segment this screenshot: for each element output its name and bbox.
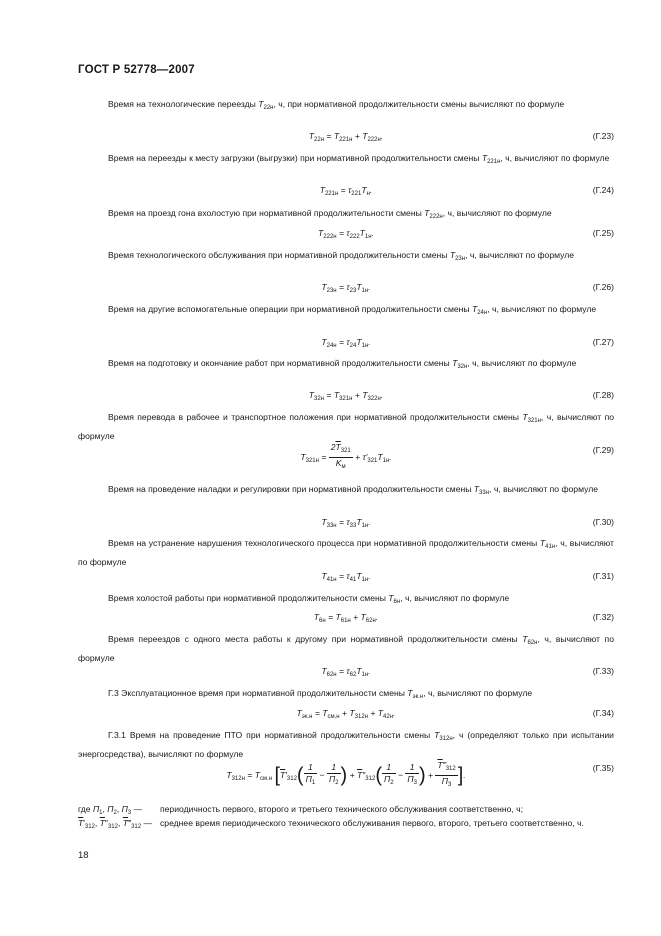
legend-definition: периодичность первого, второго и третьего технического обслуживания соответственно, ч; xyxy=(160,804,524,814)
paragraph-g31: Время на устранение нарушения технологического процесса при нормативной продолжительности смены $T_{41н}$, ч, вычисляют по формуле xyxy=(78,538,614,567)
formula-number: (Г.35) xyxy=(592,763,614,773)
formula-number: (Г.32) xyxy=(592,612,614,622)
formula-expression: $T_{32н} = T_{321н} + T_{322н}$. xyxy=(308,390,384,402)
paragraph-g28: Время на подготовку и окончание работ при нормативной продолжительности смены $T_{32н}$, ч, вычисляют по формуле xyxy=(108,358,577,370)
legend-row-average-time xyxy=(78,816,618,844)
formula-expression: $T_{221н} = \tau_{221}T_н$. xyxy=(319,185,373,197)
formula-expression: $T_{312н} = T_{см.н}$ [$\overline{T}'_{312}$( $\frac{1}{П_1}$ − $\frac{1}{П_2}$ ) + $\overline{T}''_{312}$( $\frac{1}{П_2}$ − $\frac{1}{П_3}$ ) + $\frac{\overline{T}‴_{312}}{П_3}$ ]. xyxy=(226,760,466,788)
paragraph-g33: Время переездов с одного места работы к другому при нормативной продолжительности смены $T_{62н}$, ч, вычисляют по формуле xyxy=(78,634,614,663)
paragraph-g26: Время технологического обслуживания при нормативной продолжительности смены $T_{23н}$, ч, вычисляют по формуле xyxy=(108,250,575,262)
formula-number: (Г.23) xyxy=(592,131,614,141)
formula-expression: $T_{22н} = T_{221н} + T_{222н}$. xyxy=(308,131,384,143)
formula-number: (Г.31) xyxy=(592,571,614,581)
formula-g31 xyxy=(78,571,614,585)
paragraph-g29: Время перевода в рабочее и транспортное положения при нормативной продолжительности смены $T_{321н}$, ч, вычисляют по формуле xyxy=(78,412,614,441)
paragraph-g34: Г.3 Эксплуатационное время при нормативной продолжительности смены $T_{эк.н}$, ч, вычисляют по формуле xyxy=(108,688,533,700)
formula-g29 xyxy=(78,442,614,472)
formula-g30 xyxy=(78,517,614,531)
formula-g33 xyxy=(78,666,614,680)
formula-number: (Г.28) xyxy=(592,390,614,400)
formula-number: (Г.34) xyxy=(592,708,614,718)
formula-g25 xyxy=(78,228,614,242)
formula-number: (Г.24) xyxy=(592,185,614,195)
formula-expression: $T_{23н} = \tau_{23}T_{1н}$. xyxy=(321,282,371,294)
formula-g28 xyxy=(78,390,614,404)
legend-term: где $П_1$, $П_2$, $П_3$ — xyxy=(78,804,143,816)
legend-term: $\overline{T}'_{312}$, $\overline{T}''_{312}$, $\overline{T}‴_{312}$ — xyxy=(78,818,153,830)
document-header: ГОСТ Р 52778—2007 xyxy=(78,64,195,76)
formula-expression: $T_{24н} = \tau_{24}T_{1н}$. xyxy=(321,337,371,349)
formula-g35 xyxy=(78,760,614,790)
formula-expression: $T_{эк.н} = T_{см.н} + T_{312н} + T_{42н}$. xyxy=(296,708,396,720)
formula-g32 xyxy=(78,612,614,626)
page-number: 18 xyxy=(78,850,89,861)
formula-g23 xyxy=(78,131,614,145)
formula-number: (Г.25) xyxy=(592,228,614,238)
formula-expression: $T_{6н} = T_{61н} + T_{62н}$. xyxy=(313,612,379,624)
formula-number: (Г.27) xyxy=(592,337,614,347)
formula-expression: $T_{222н} = \tau_{222}T_{1н}$. xyxy=(318,228,374,240)
formula-g26 xyxy=(78,282,614,296)
formula-expression: $T_{62н} = \tau_{62}T_{1н}$. xyxy=(321,666,371,678)
paragraph-g30: Время на проведение наладки и регулировки при нормативной продолжительности смены $T_{33н}$, ч, вычисляют по формуле xyxy=(108,484,598,496)
paragraph-g27: Время на другие вспомогательные операции при нормативной продолжительности смены $T_{24н}$, ч, вычисляют по формуле xyxy=(108,304,597,316)
formula-g34 xyxy=(78,708,614,722)
paragraph-g23: Время на технологические переезды $T_{22н}$, ч, при нормативной продолжительности смены вычисляют по формуле xyxy=(108,99,565,111)
formula-expression: $T_{41н} = \tau_{41}T_{1н}$. xyxy=(321,571,371,583)
paragraph-g25: Время на проезд гона вхолостую при нормативной продолжительности смены $T_{222н}$, ч, вычисляют по формуле xyxy=(108,208,552,220)
paragraph-g32: Время холостой работы при нормативной продолжительности смены $T_{6н}$, ч, вычисляют по формуле xyxy=(108,593,510,605)
formula-number: (Г.26) xyxy=(592,282,614,292)
formula-number: (Г.30) xyxy=(592,517,614,527)
formula-expression: $T_{33н} = \tau_{33}T_{1н}$. xyxy=(321,517,371,529)
formula-g24 xyxy=(78,185,614,199)
formula-g27 xyxy=(78,337,614,351)
paragraph-g35: Г.3.1 Время на проведение ПТО при нормативной продолжительности смены $T_{312н}$, ч (определяют только при испытании энергосредства), вычисляют по формуле xyxy=(78,730,614,759)
formula-number: (Г.33) xyxy=(592,666,614,676)
formula-expression: $T_{321н}$ = $\frac{2\overline{T}_{321}}{K_м}$ + $\tau'_{321}T_{1н}$. xyxy=(78,442,614,473)
fraction: $\frac{2\overline{T}_{321}}{K_м}$ xyxy=(330,442,351,470)
paragraph-g24: Время на переезды к месту загрузки (выгрузки) при нормативной продолжительности смены $T_{221н}$, ч, вычисляют по формуле xyxy=(108,153,610,165)
legend-definition: среднее время периодического технического обслуживания первого, второго, третьего соответственно, ч. xyxy=(160,818,584,828)
formula-number: (Г.29) xyxy=(592,445,614,455)
